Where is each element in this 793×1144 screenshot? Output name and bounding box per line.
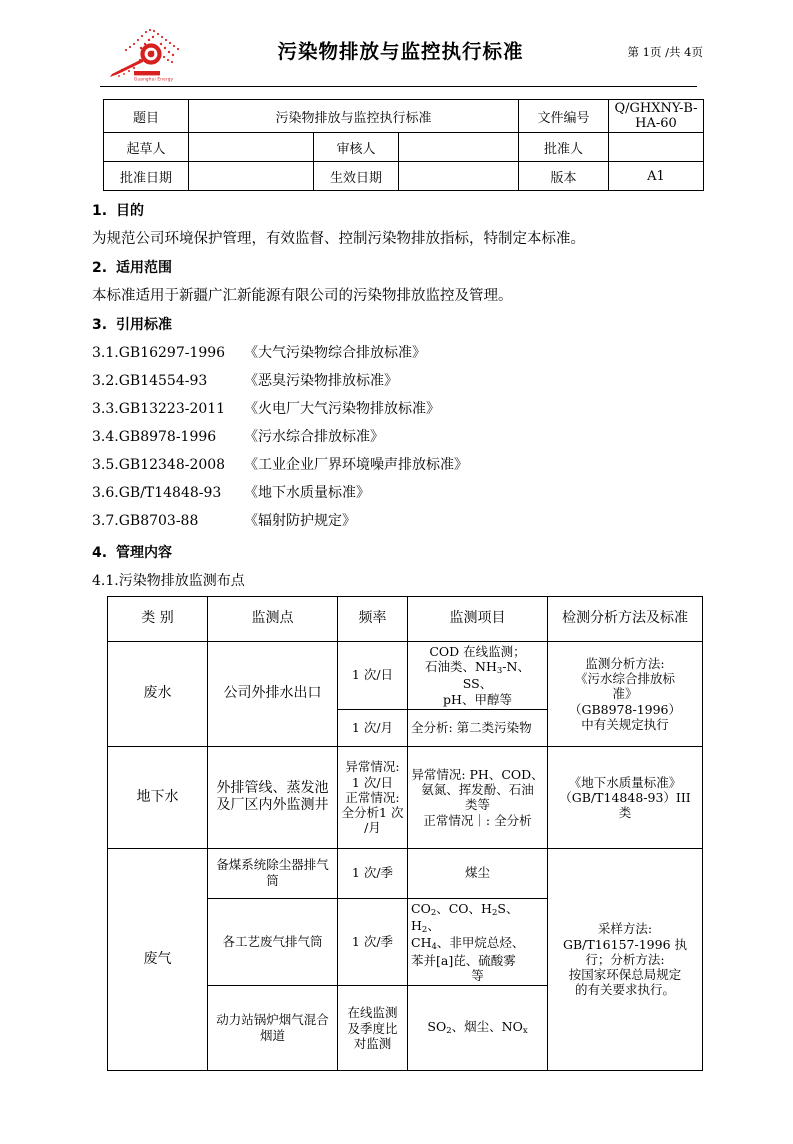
reference-name: 《恶臭污染物排放标准》: [244, 373, 398, 389]
item-line: 类等: [464, 797, 490, 813]
method-line: 的有关要求执行。: [574, 982, 675, 998]
info-label-title: 题目: [104, 100, 189, 133]
info-label-drafter: 起草人: [104, 133, 189, 162]
list-item: [92, 510, 793, 530]
cell-items-wastewater-daily: [408, 642, 548, 710]
cell-method-wastewater: [548, 642, 703, 747]
method-line: GB/T16157-1996 执: [563, 936, 687, 952]
table-row: [108, 642, 703, 710]
cell-frequency-wastewater-daily: 1 次/日: [338, 642, 408, 710]
method-line: 监测分析方法:: [585, 655, 665, 671]
cell-frequency-boiler-flue: [338, 986, 408, 1071]
reference-code: GB14554-93: [118, 373, 208, 389]
method-line: （GB/T14848-93）III: [559, 789, 691, 805]
svg-text:Guanghui Energy: Guanghui Energy: [134, 76, 174, 82]
gas-line-2: $CH_4$、非甲烷总烃、: [411, 935, 525, 953]
freq-line: 及季度比: [347, 1020, 398, 1036]
item-line-pre: 石油类、NH: [425, 659, 497, 675]
column-header-category: 类 别: [108, 597, 208, 642]
reference-number: 3.5.: [92, 457, 119, 473]
info-value-docno: Q/GHXNY-B-HA-60: [609, 100, 704, 133]
section-title: 引用标准: [116, 317, 172, 333]
cell-category-groundwater: 地下水: [108, 746, 208, 848]
section-body-purpose: 为规范公司环境保护管理，有效监督、控制污染物排放指标，特制定本标准。: [92, 231, 585, 247]
info-label-effective-date: 生效日期: [314, 162, 399, 191]
reference-code: GB8703-88: [118, 513, 199, 529]
info-value-version: A1: [609, 162, 704, 191]
gas-line-4: 等: [471, 967, 484, 983]
column-header-frequency: 频率: [338, 597, 408, 642]
info-value-effective-date: [399, 162, 519, 191]
method-line: 采样方法:: [597, 921, 653, 937]
cell-category-wastewater: 废水: [108, 642, 208, 747]
cell-frequency-coal-dust: 1 次/季: [338, 848, 408, 898]
list-item: [92, 454, 793, 474]
cell-category-wastegas: 废气: [108, 848, 208, 1070]
section-title: 目的: [116, 203, 144, 219]
reference-number: 3.6.: [92, 485, 119, 501]
section-heading-scope: [92, 257, 793, 277]
freq-line: 全分析1 次: [341, 805, 404, 821]
reference-number: 3.3.: [92, 401, 119, 417]
reference-code: GB13223-2011: [118, 401, 226, 417]
cell-items-wastewater-monthly: 全分析: 第二类污染物: [408, 709, 548, 746]
table-row: [104, 133, 704, 162]
monitoring-points-table: [107, 596, 703, 1071]
cell-point-wastewater: 公司外排水出口: [208, 642, 338, 747]
method-line: 按国家环保总局规定: [568, 967, 682, 983]
subscript: 3: [496, 666, 503, 677]
freq-line: /月: [364, 820, 381, 836]
method-line: 《地下水质量标准》: [568, 774, 682, 790]
method-line: 行；分析方法:: [585, 951, 665, 967]
info-label-approver: 批准人: [519, 133, 609, 162]
section-heading-references: [92, 314, 793, 334]
section-number: 3.: [92, 317, 108, 333]
method-line: 类: [618, 805, 632, 821]
column-header-items: 监测项目: [408, 597, 548, 642]
column-header-point: 监测点: [208, 597, 338, 642]
list-item: [92, 398, 793, 418]
section-title: 适用范围: [116, 260, 172, 276]
list-item: [92, 482, 793, 502]
gas-line-1: $CO_2$、CO、$H_2S$、$H_2$、: [411, 900, 519, 936]
table-header-row: [108, 597, 703, 642]
reference-number: 3.4.: [92, 429, 119, 445]
reference-name: 《工业企业厂界环境噪声排放标准》: [244, 457, 468, 473]
item-line: 氨氮、挥发酚、石油: [421, 782, 534, 798]
cell-frequency-wastewater-monthly: 1 次/月: [338, 709, 408, 746]
info-value-title: 污染物排放与监控执行标准: [189, 100, 519, 133]
page-masthead: [100, 22, 701, 84]
column-header-method: 检测分析方法及标准: [548, 597, 703, 642]
cell-point-groundwater: 外排管线、蒸发池及厂区内外监测井: [208, 746, 338, 848]
cell-items-coal-dust: 煤尘: [408, 848, 548, 898]
reference-name: 《辐射防护规定》: [244, 513, 356, 529]
cell-method-wastegas: [548, 848, 703, 1070]
document-info-table: [103, 99, 704, 191]
item-line: pH、甲醇等: [443, 691, 512, 707]
info-value-approver: [609, 133, 704, 162]
table-row: [104, 162, 704, 191]
freq-line: 对监测: [353, 1035, 392, 1051]
list-item: [92, 342, 793, 362]
cell-frequency-groundwater: [338, 746, 408, 848]
info-value-approve-date: [189, 162, 314, 191]
header-divider: [100, 86, 697, 87]
page-indicator: 第 1页 /共 4页: [627, 45, 703, 59]
list-item: [92, 370, 793, 390]
table-row: [104, 100, 704, 133]
cell-point-coal-dust: 备煤系统除尘器排气筒: [208, 848, 338, 898]
freq-line: 异常情况:: [345, 759, 400, 775]
section-number: 1.: [92, 203, 108, 219]
reference-number: 3.1.: [92, 345, 119, 361]
reference-number: 3.2.: [92, 373, 119, 389]
reference-name: 《地下水质量标准》: [244, 485, 370, 501]
table-row: [108, 848, 703, 898]
freq-line: 正常情况:: [345, 789, 400, 805]
list-item: [92, 426, 793, 446]
document-page: [0, 22, 793, 1144]
section-body-scope: 本标准适用于新疆广汇新能源有限公司的污染物排放监控及管理。: [92, 288, 513, 304]
method-line: 中有关规定执行: [581, 716, 669, 732]
freq-line: 1 次/日: [351, 774, 394, 790]
page-title: 污染物排放与监控执行标准: [277, 40, 524, 63]
item-line: 异常情况: PH、COD、: [411, 766, 544, 782]
reference-code: GB/T14848-93: [118, 485, 222, 501]
item-line: 正常情况｜: 全分析: [423, 812, 532, 828]
info-label-approve-date: 批准日期: [104, 162, 189, 191]
section-heading-purpose: [92, 200, 793, 220]
freq-line: 在线监测: [347, 1005, 398, 1021]
info-value-reviewer: [399, 133, 519, 162]
gas-line-3: 苯并[a]芘、硫酸雾: [411, 952, 516, 968]
cell-method-groundwater: [548, 746, 703, 848]
method-line: 《污水综合排放标: [574, 671, 675, 687]
reference-name: 《大气污染物综合排放标准》: [244, 345, 426, 361]
item-line-post: -N、SS、: [462, 659, 530, 692]
reference-name: 《火电厂大气污染物排放标准》: [244, 401, 440, 417]
table-row: [108, 746, 703, 848]
reference-code: GB12348-2008: [118, 457, 226, 473]
reference-code: GB16297-1996: [118, 345, 226, 361]
section-number: 2.: [92, 260, 108, 276]
section-heading-management: [92, 542, 793, 562]
cell-items-boiler-flue: $SO_2$、烟尘、$NO_x$: [408, 986, 548, 1071]
info-value-drafter: [189, 133, 314, 162]
cell-frequency-process-gas: 1 次/季: [338, 898, 408, 985]
reference-name: 《污水综合排放标准》: [244, 429, 384, 445]
info-label-docno: 文件编号: [519, 100, 609, 133]
info-label-reviewer: 审核人: [314, 133, 399, 162]
cell-items-process-gas: [408, 898, 548, 985]
reference-code: GB8978-1996: [118, 429, 217, 445]
subsection-heading-monitoring-points: 4.1.污染物排放监测布点: [92, 573, 245, 589]
method-line: （GB8978-1996）: [568, 701, 682, 717]
cell-items-groundwater: [408, 746, 548, 848]
section-title: 管理内容: [116, 545, 172, 561]
cell-point-process-gas: 各工艺废气排气筒: [208, 898, 338, 985]
item-line: COD 在线监测；: [429, 644, 526, 659]
info-label-version: 版本: [519, 162, 609, 191]
method-line: 准》: [612, 686, 638, 702]
section-number: 4.: [92, 545, 108, 561]
reference-number: 3.7.: [92, 513, 119, 529]
cell-point-boiler-flue: 动力站锅炉烟气混合烟道: [208, 986, 338, 1071]
